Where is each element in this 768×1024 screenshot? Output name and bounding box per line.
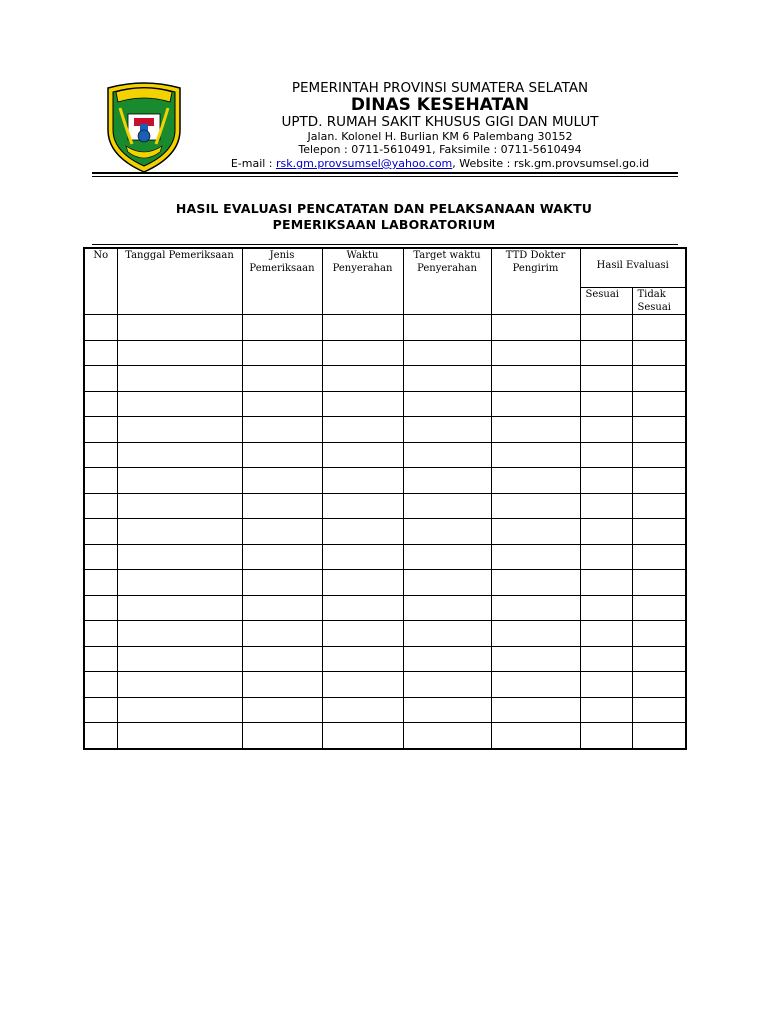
table-cell[interactable]: [632, 723, 686, 749]
table-cell[interactable]: [322, 646, 403, 672]
table-cell[interactable]: [117, 366, 242, 392]
table-cell[interactable]: [580, 697, 632, 723]
table-cell[interactable]: [117, 468, 242, 494]
table-cell[interactable]: [491, 366, 580, 392]
letterhead-phone: Telepon : 0711-5610491, Faksimile : 0711-5610494: [298, 143, 582, 156]
table-cell[interactable]: [632, 697, 686, 723]
table-cell[interactable]: [84, 315, 117, 341]
table-cell[interactable]: [580, 417, 632, 443]
table-cell[interactable]: [632, 544, 686, 570]
table-body: [84, 315, 686, 749]
table-cell[interactable]: [242, 723, 322, 749]
table-cell[interactable]: [632, 595, 686, 621]
table-cell[interactable]: [84, 697, 117, 723]
table-cell[interactable]: [117, 417, 242, 443]
table-row: [84, 723, 686, 749]
table-row: [84, 493, 686, 519]
table-cell[interactable]: [242, 519, 322, 545]
email-link[interactable]: rsk.gm.provsumsel@yahoo.com: [276, 157, 453, 170]
evaluation-table: [83, 247, 687, 750]
table-cell[interactable]: [322, 468, 403, 494]
table-row: [84, 646, 686, 672]
table-cell[interactable]: [580, 391, 632, 417]
letterhead-contact: [225, 157, 655, 170]
table-cell[interactable]: [403, 391, 491, 417]
table-cell[interactable]: [580, 595, 632, 621]
table-cell[interactable]: [117, 340, 242, 366]
table-cell[interactable]: [491, 570, 580, 596]
letterhead-unit: UPTD. RUMAH SAKIT KHUSUS GIGI DAN MULUT: [281, 114, 599, 130]
table-cell[interactable]: [242, 366, 322, 392]
table-cell[interactable]: [84, 672, 117, 698]
table-cell[interactable]: [491, 646, 580, 672]
table-cell[interactable]: [403, 468, 491, 494]
table-cell[interactable]: [491, 595, 580, 621]
table-cell[interactable]: [117, 570, 242, 596]
table-row: [84, 672, 686, 698]
table-cell[interactable]: [632, 493, 686, 519]
header-ttd-l2: Pengirim: [512, 263, 559, 274]
table-cell[interactable]: [84, 646, 117, 672]
table-row: [84, 621, 686, 647]
table-row: [84, 417, 686, 443]
table-cell[interactable]: [84, 544, 117, 570]
table-row: [84, 315, 686, 341]
table-cell[interactable]: [580, 315, 632, 341]
letterhead-divider-thick: [92, 172, 678, 174]
table-cell[interactable]: [403, 595, 491, 621]
table-cell[interactable]: [403, 442, 491, 468]
table-cell[interactable]: [403, 340, 491, 366]
document-title-line1: HASIL EVALUASI PENCATATAN DAN PELAKSANAAN WAKTU: [175, 201, 593, 216]
table-row: [84, 391, 686, 417]
header-sesuai: Sesuai: [580, 288, 632, 315]
table-cell[interactable]: [322, 723, 403, 749]
table-cell[interactable]: [580, 340, 632, 366]
table-cell[interactable]: [491, 697, 580, 723]
table-cell[interactable]: [403, 697, 491, 723]
header-waktu-l1: Waktu: [346, 250, 379, 261]
header-ttd: [491, 248, 580, 315]
table-cell[interactable]: [242, 672, 322, 698]
table-cell[interactable]: [403, 366, 491, 392]
table-cell[interactable]: [117, 697, 242, 723]
table-cell[interactable]: [580, 366, 632, 392]
header-target: [403, 248, 491, 315]
table-cell[interactable]: [322, 595, 403, 621]
table-cell[interactable]: [84, 595, 117, 621]
table-cell[interactable]: [84, 723, 117, 749]
table-cell[interactable]: [491, 544, 580, 570]
table-cell[interactable]: [580, 544, 632, 570]
header-target-l1: Target waktu: [413, 250, 481, 261]
table-cell[interactable]: [84, 442, 117, 468]
table-cell[interactable]: [322, 493, 403, 519]
table-cell[interactable]: [322, 366, 403, 392]
header-waktu-l2: Penyerahan: [332, 263, 393, 274]
table-cell[interactable]: [117, 493, 242, 519]
table-cell[interactable]: [632, 442, 686, 468]
table-cell[interactable]: [84, 468, 117, 494]
table-cell[interactable]: [403, 493, 491, 519]
table-cell[interactable]: [632, 570, 686, 596]
table-cell[interactable]: [491, 621, 580, 647]
table-cell[interactable]: [632, 315, 686, 341]
table-row: [84, 442, 686, 468]
table-row: [84, 340, 686, 366]
table-top-rule: [92, 244, 678, 245]
table-cell[interactable]: [580, 570, 632, 596]
table-cell[interactable]: [632, 519, 686, 545]
letterhead-address: Jalan. Kolonel H. Burlian KM 6 Palembang 30152: [307, 130, 573, 143]
table-row: [84, 595, 686, 621]
header-target-l2: Penyerahan: [417, 263, 477, 274]
table-cell[interactable]: [84, 417, 117, 443]
table-cell[interactable]: [84, 570, 117, 596]
table-cell[interactable]: [242, 570, 322, 596]
table-cell[interactable]: [117, 391, 242, 417]
table-cell[interactable]: [580, 442, 632, 468]
header-jenis-l1: Jenis: [269, 250, 295, 261]
table-cell[interactable]: [632, 621, 686, 647]
table-cell[interactable]: [322, 672, 403, 698]
table-cell[interactable]: [322, 544, 403, 570]
table-cell[interactable]: [580, 646, 632, 672]
table-cell[interactable]: [403, 417, 491, 443]
table-cell[interactable]: [242, 417, 322, 443]
table-cell[interactable]: [84, 519, 117, 545]
table-cell[interactable]: [117, 672, 242, 698]
header-waktu: [322, 248, 403, 315]
table-cell[interactable]: [491, 493, 580, 519]
table-cell[interactable]: [403, 646, 491, 672]
table-cell[interactable]: [242, 442, 322, 468]
table-cell[interactable]: [491, 442, 580, 468]
table-row: [84, 570, 686, 596]
table-cell[interactable]: [117, 595, 242, 621]
table-cell[interactable]: [84, 340, 117, 366]
table-cell[interactable]: [322, 340, 403, 366]
table-cell[interactable]: [403, 723, 491, 749]
province-emblem-logo: [104, 78, 184, 174]
table-cell[interactable]: [242, 621, 322, 647]
table-row: [84, 366, 686, 392]
table-cell[interactable]: [242, 340, 322, 366]
header-jenis-l2: Pemeriksaan: [249, 263, 315, 274]
table-cell[interactable]: [322, 621, 403, 647]
table-cell[interactable]: [117, 442, 242, 468]
table-cell[interactable]: [117, 519, 242, 545]
table-cell[interactable]: [242, 646, 322, 672]
table-row: [84, 519, 686, 545]
table-cell[interactable]: [403, 621, 491, 647]
table-cell[interactable]: [117, 544, 242, 570]
table-cell[interactable]: [580, 468, 632, 494]
letterhead-government: PEMERINTAH PROVINSI SUMATERA SELATAN: [291, 80, 589, 96]
table-cell[interactable]: [491, 519, 580, 545]
letterhead-agency: DINAS KESEHATAN: [350, 95, 530, 115]
table-cell[interactable]: [491, 417, 580, 443]
table-cell[interactable]: [580, 519, 632, 545]
header-ttd-l1: TTD Dokter: [505, 250, 566, 261]
table-cell[interactable]: [242, 697, 322, 723]
table-cell[interactable]: [403, 315, 491, 341]
email-label: E-mail :: [230, 157, 276, 170]
table-cell[interactable]: [242, 391, 322, 417]
header-tidak-sesuai: [632, 288, 686, 315]
table-cell[interactable]: [117, 621, 242, 647]
table-cell[interactable]: [322, 417, 403, 443]
table-cell[interactable]: [580, 621, 632, 647]
table-cell[interactable]: [322, 391, 403, 417]
table-cell[interactable]: [491, 723, 580, 749]
table-cell[interactable]: [322, 442, 403, 468]
table-cell[interactable]: [580, 493, 632, 519]
table-cell[interactable]: [403, 519, 491, 545]
table-cell[interactable]: [632, 391, 686, 417]
table-cell[interactable]: [84, 493, 117, 519]
table-cell[interactable]: [242, 595, 322, 621]
table-cell[interactable]: [632, 417, 686, 443]
table-cell[interactable]: [242, 493, 322, 519]
table-cell[interactable]: [242, 468, 322, 494]
header-no: No: [84, 248, 117, 315]
header-tanggal: Tanggal Pemeriksaan: [117, 248, 242, 315]
header-tidak-l2: Sesuai: [637, 302, 672, 313]
table-cell[interactable]: [632, 672, 686, 698]
table-cell[interactable]: [117, 723, 242, 749]
table-cell[interactable]: [403, 544, 491, 570]
document-title-line2: PEMERIKSAAN LABORATORIUM: [272, 217, 496, 232]
table-cell[interactable]: [632, 646, 686, 672]
table-cell[interactable]: [403, 672, 491, 698]
table-cell[interactable]: [84, 366, 117, 392]
table-cell[interactable]: [322, 315, 403, 341]
table-cell[interactable]: [242, 315, 322, 341]
table-cell[interactable]: [242, 544, 322, 570]
table-cell[interactable]: [84, 621, 117, 647]
table-row: [84, 544, 686, 570]
table-cell[interactable]: [117, 646, 242, 672]
table-cell[interactable]: [491, 391, 580, 417]
letterhead-divider-thin: [92, 176, 678, 177]
table-cell[interactable]: [491, 315, 580, 341]
table-cell[interactable]: [403, 570, 491, 596]
website-text: , Website : rsk.gm.provsumsel.go.id: [452, 157, 650, 170]
header-jenis: [242, 248, 322, 315]
table-row: [84, 468, 686, 494]
table-cell[interactable]: [632, 468, 686, 494]
table-cell[interactable]: [580, 672, 632, 698]
table-row: [84, 697, 686, 723]
header-tidak-l1: Tidak: [637, 289, 666, 300]
table-cell[interactable]: [117, 315, 242, 341]
table-cell[interactable]: [632, 340, 686, 366]
table-cell[interactable]: [491, 340, 580, 366]
table-cell[interactable]: [322, 697, 403, 723]
table-cell[interactable]: [580, 723, 632, 749]
table-cell[interactable]: [491, 468, 580, 494]
table-cell[interactable]: [632, 366, 686, 392]
table-cell[interactable]: [491, 672, 580, 698]
table-cell[interactable]: [322, 570, 403, 596]
table-cell[interactable]: [84, 391, 117, 417]
table-cell[interactable]: [322, 519, 403, 545]
header-hasil-evaluasi: Hasil Evaluasi: [580, 248, 686, 288]
